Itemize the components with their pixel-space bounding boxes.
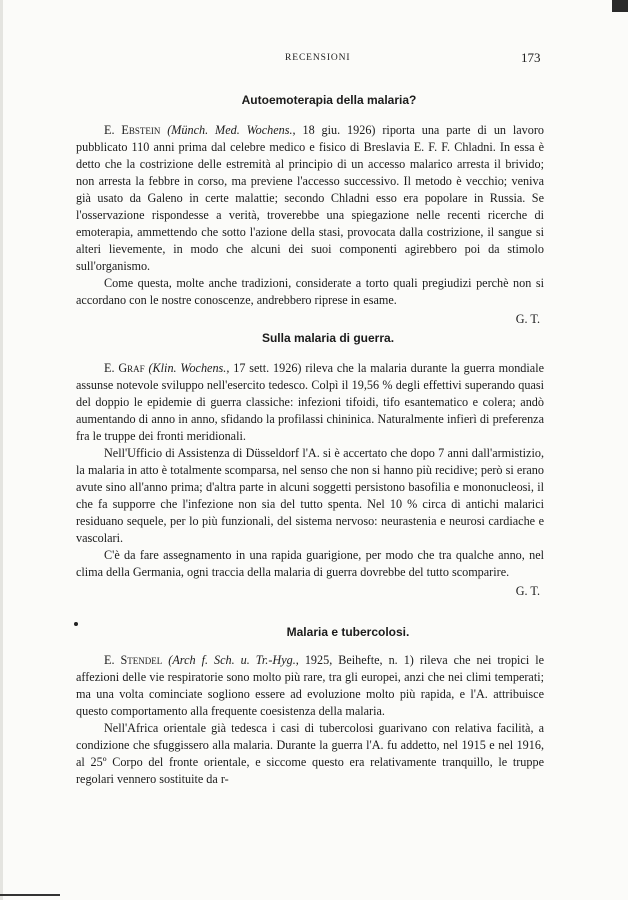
running-head	[0, 50, 628, 66]
review-autoemoterapia	[76, 92, 544, 328]
paragraph	[76, 360, 544, 445]
journal-citation: (Arch f. Sch. u. Tr.-Hyg.,	[168, 653, 299, 667]
review-malaria-tubercolosi	[76, 624, 544, 788]
paragraph: C'è da fare assegnamento in una rapida guarigione, per modo che tra qualche anno, nel clima della Germania, ogni traccia della malaria di guerra dovrebbe del tutto scomparire.	[76, 548, 544, 579]
author-name: E. Stendel	[104, 653, 163, 667]
section-heading: Malaria e tubercolosi.	[286, 625, 410, 639]
paragraph: Come questa, molte anche tradizioni, considerate a torto quali pregiudizi perchè non si accordano con le nostre conoscenze, andrebbero riprese in esame.	[76, 276, 544, 307]
paragraph-text: 18 giu. 1926) riporta una parte di un lavoro pubblicato 110 anni prima dal celebre medico e fisico di Breslavia E. F. F. Chladni. In essa è detto che la costrizione delle estremità al principio di un accesso malarico arresta il brivido; non arresta la febbre in corso, ma previene l'accesso successivo. Il metodo è vecchio; veniva già usato da Galeno in certe malattie; secondo Chladni esso era popolare in Russia. Se l'osservazione rispondesse a verità, troverebbe una spiegazione nelle recenti ricerche di emoterapia, ammettendo che sotto l'azione della stasi, provocata dalla costrizione, il sangue si alteri lievemente, in modo che alcuni dei suoi componenti agirebbero poi da stimolo sull'organismo.	[76, 123, 545, 273]
author-name: E. Graf	[104, 361, 145, 375]
journal-citation: (Klin. Wochens.,	[148, 361, 230, 375]
paragraph-text: 17 sett. 1926) rileva che la malaria durante la guerra mondiale assunse notevole sviluppo nell'esercito tedesco. Colpì il 19,56 % degli effettivi superando quasi del doppio le epidemie di guerra classiche: infezioni tifoidi, tifo esantematico e colera; andò aumentando di anno in anno, sfidando la profilassi chininica. Naturalmente infierì di preferenza fra le truppe dei fronti meridionali.	[76, 361, 544, 443]
reviewer-initials: G. T.	[515, 312, 540, 326]
review-malaria-guerra	[76, 330, 544, 600]
reviewer-initials: G. T.	[515, 584, 540, 598]
author-name: E. Ebstein	[104, 123, 161, 137]
page-number: 173	[521, 50, 541, 65]
section-heading: Autoemoterapia della malaria?	[241, 93, 417, 107]
scan-corner-mark	[612, 0, 628, 12]
paragraph	[76, 652, 544, 720]
journal-citation: (Münch. Med. Wochens.,	[167, 123, 296, 137]
paragraph-text: 1925, Beihefte, n. 1) rileva che nei tropici le affezioni delle vie respiratorie sono molto più rare, tra gli europei, anzi che nei climi temperati; ma una volta cominciate sogliono essere ad evoluzione molto più rapida, e l'A. attribuisce questo comportamento alla frequente coesistenza della malaria.	[76, 653, 545, 718]
paragraph: Nell'Africa orientale già tedesca i casi di tubercolosi guarivano con relativa facilità, a condizione che sfuggissero alla malaria. Durante la guerra l'A. fu addetto, nel 1915 e nel 1916, al 25º Corpo del fronte orientale, e siccome questo era relativamente tranquillo, le truppe regolari vennero sostituite da r-	[76, 721, 544, 786]
section-heading: Sulla malaria di guerra.	[261, 331, 395, 345]
scan-margin-shadow	[0, 0, 3, 900]
paragraph: Nell'Ufficio di Assistenza di Düsseldorf l'A. si è accertato che dopo 7 anni dall'armistizio, la malaria in atto è totalmente scomparsa, nel senso che non si hanno più recidive; però si erano avute sino all'anno prima; d'altra parte in alcuni soggetti persistono basofilia e mononucleosi, il che fa supporre che l'infezione non sia del tutto spenta. Nel 10 % circa di antichi malarici residuano sequele, per lo più funzionali, del sistema nervoso: neurastenia e neurosi cardiache e vascolari.	[76, 446, 544, 545]
paragraph	[76, 122, 544, 275]
scan-edge-line	[0, 894, 60, 896]
running-head-title: RECENSIONI	[285, 53, 351, 63]
